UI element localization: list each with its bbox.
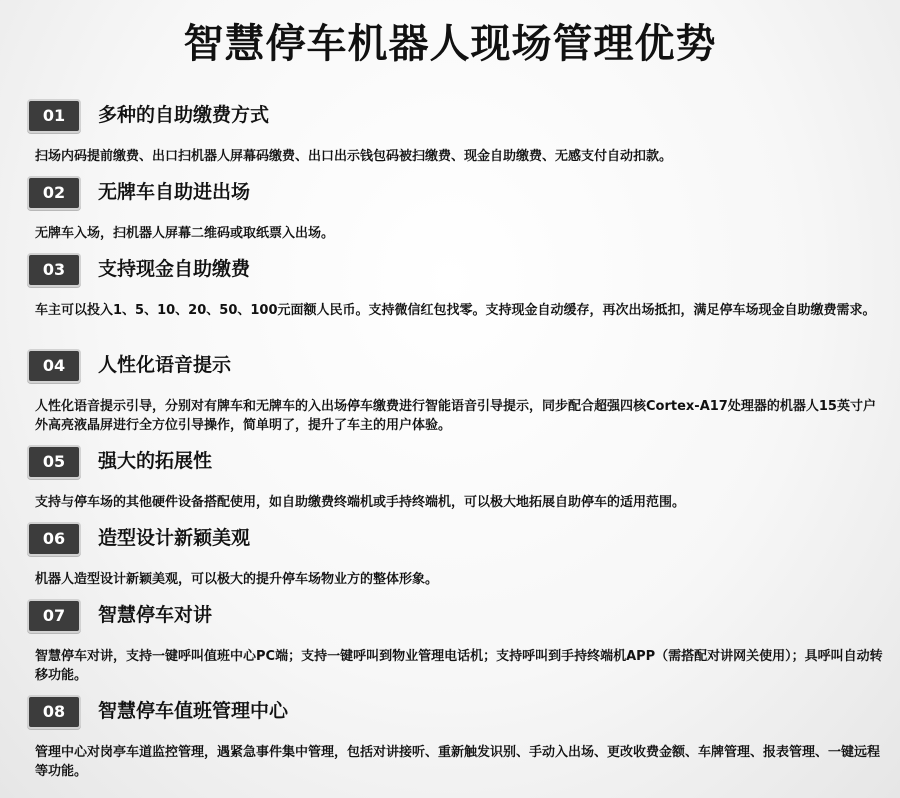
item-description: 智慧停车对讲，支持一键呼叫值班中心PC端；支持一键呼叫到物业管理电话机；支持呼叫到手持终端机APP（需搭配对讲网关使用）；具呼叫自动转移功能。 [35,649,883,683]
item-title: 智慧停车值班管理中心 [98,700,289,722]
item-title: 多种的自助缴费方式 [98,104,270,126]
page-title: 智慧停车机器人现场管理优势 [183,21,717,67]
advantage-item-07 [0,599,900,683]
item-header [0,253,900,287]
advantage-item-08 [0,695,900,779]
item-description: 车主可以投入1、5、10、20、50、100元面额人民币。支持微信红包找零。支持现金自动缓存，再次出场抵扣，满足停车场现金自助缴费需求。 [35,303,876,318]
advantage-item-06 [0,522,900,587]
advantage-item-02 [0,176,900,241]
item-header [0,176,900,210]
item-description: 无牌车入场，扫机器人屏幕二维码或取纸票入出场。 [35,226,335,241]
item-title: 智慧停车对讲 [98,604,213,626]
item-title: 无牌车自助进出场 [98,181,251,203]
item-header [0,99,900,133]
item-header [0,522,900,556]
item-description: 人性化语音提示引导，分别对有牌车和无牌车的入出场停车缴费进行智能语音引导提示，同步配合超强四核Cortex-A17处理器的机器人15英寸户外高亮液晶屏进行全方位引导操作，简单明了，提升了车主的用户体验。 [35,399,876,433]
item-header [0,349,900,383]
item-title: 支持现金自助缴费 [98,258,251,280]
item-title: 人性化语音提示 [98,354,232,376]
item-description: 机器人造型设计新颖美观，可以极大的提升停车场物业方的整体形象。 [35,572,439,587]
advantage-item-01 [0,99,900,164]
advantage-item-04 [0,349,900,433]
item-description: 管理中心对岗亭车道监控管理，遇紧急事件集中管理，包括对讲接听、重新触发识别、手动入出场、更改收费金额、车牌管理、报表管理、一键远程等功能。 [35,745,881,779]
item-number-badge: 06 [27,522,81,556]
item-number-badge: 04 [27,349,81,383]
item-header [0,445,900,479]
item-number-badge: 07 [27,599,81,633]
item-description: 扫场内码提前缴费、出口扫机器人屏幕码缴费、出口出示钱包码被扫缴费、现金自助缴费、无感支付自动扣款。 [35,149,673,164]
item-number-badge: 05 [27,445,81,479]
advantage-item-05 [0,445,900,510]
item-number-badge: 08 [27,695,81,729]
advantage-item-03 [0,253,900,318]
item-header [0,695,900,729]
item-description: 支持与停车场的其他硬件设备搭配使用，如自助缴费终端机或手持终端机，可以极大地拓展自助停车的适用范围。 [35,495,686,510]
item-number-badge: 02 [27,176,81,210]
item-header [0,599,900,633]
item-title: 造型设计新颖美观 [98,527,251,549]
item-number-badge: 03 [27,253,81,287]
item-title: 强大的拓展性 [98,450,213,472]
item-number-badge: 01 [27,99,81,133]
